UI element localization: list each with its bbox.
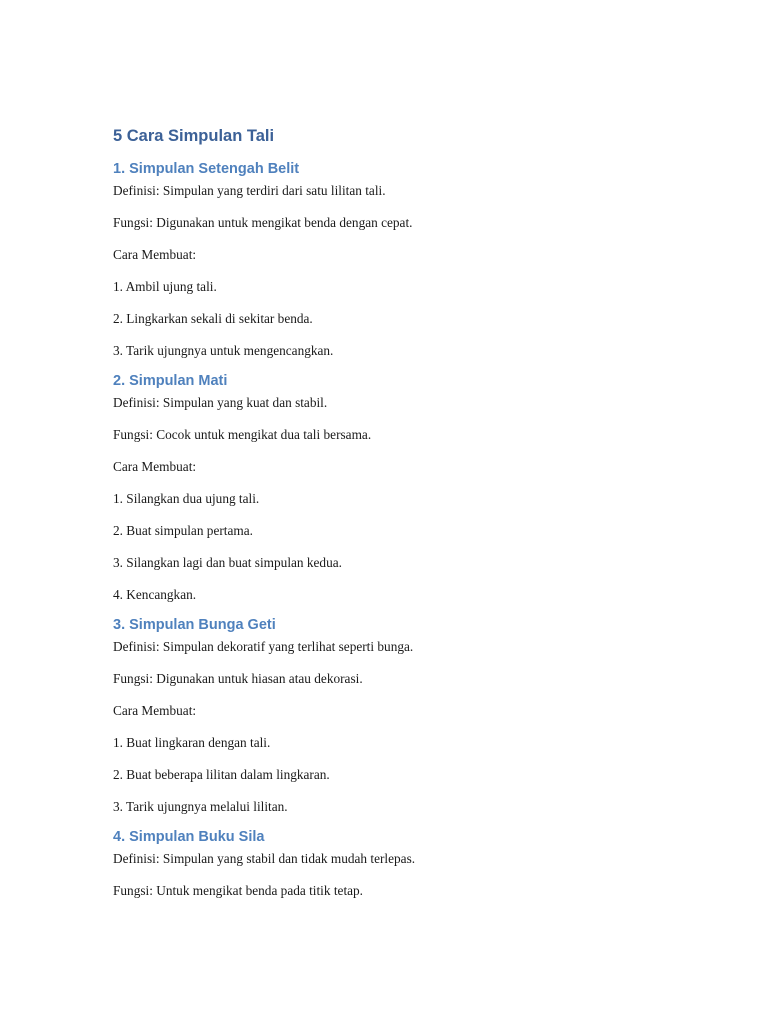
step-item: 2. Buat simpulan pertama. [113, 523, 253, 538]
step-item: 2. Buat beberapa lilitan dalam lingkaran. [113, 767, 330, 782]
function-text: Fungsi: Digunakan untuk hiasan atau dekorasi. [113, 671, 363, 686]
steps-label: Cara Membuat: [113, 703, 197, 718]
step-item: 2. Lingkarkan sekali di sekitar benda. [113, 311, 313, 326]
definition-text: Definisi: Simpulan yang terdiri dari satu lilitan tali. [113, 183, 386, 198]
step-item: 3. Silangkan lagi dan buat simpulan kedua. [113, 555, 342, 570]
function-text: Fungsi: Digunakan untuk mengikat benda dengan cepat. [113, 215, 413, 230]
definition-text: Definisi: Simpulan yang stabil dan tidak mudah terlepas. [113, 851, 416, 866]
step-item: 1. Ambil ujung tali. [113, 279, 217, 294]
step-item: 1. Silangkan dua ujung tali. [113, 491, 260, 506]
section-heading: 2. Simpulan Mati [113, 373, 228, 389]
step-item: 1. Buat lingkaran dengan tali. [113, 735, 271, 750]
function-text: Fungsi: Cocok untuk mengikat dua tali bersama. [113, 427, 372, 442]
step-item: 4. Kencangkan. [113, 587, 197, 602]
section-heading: 1. Simpulan Setengah Belit [113, 161, 300, 177]
document-page [113, 122, 713, 901]
section-heading: 3. Simpulan Bunga Geti [113, 617, 276, 633]
step-item: 3. Tarik ujungnya melalui lilitan. [113, 799, 288, 814]
steps-label: Cara Membuat: [113, 459, 197, 474]
step-item: 3. Tarik ujungnya untuk mengencangkan. [113, 343, 334, 358]
definition-text: Definisi: Simpulan dekoratif yang terlihat seperti bunga. [113, 639, 414, 654]
steps-label: Cara Membuat: [113, 247, 197, 262]
section-simpulan-setengah-belit [113, 157, 713, 361]
document-title: 5 Cara Simpulan Tali [113, 127, 275, 145]
section-simpulan-bunga-geti [113, 613, 713, 817]
function-text: Fungsi: Untuk mengikat benda pada titik tetap. [113, 883, 364, 898]
section-heading: 4. Simpulan Buku Sila [113, 829, 265, 845]
definition-text: Definisi: Simpulan yang kuat dan stabil. [113, 395, 328, 410]
section-simpulan-mati [113, 369, 713, 605]
section-simpulan-buku-sila [113, 825, 713, 901]
